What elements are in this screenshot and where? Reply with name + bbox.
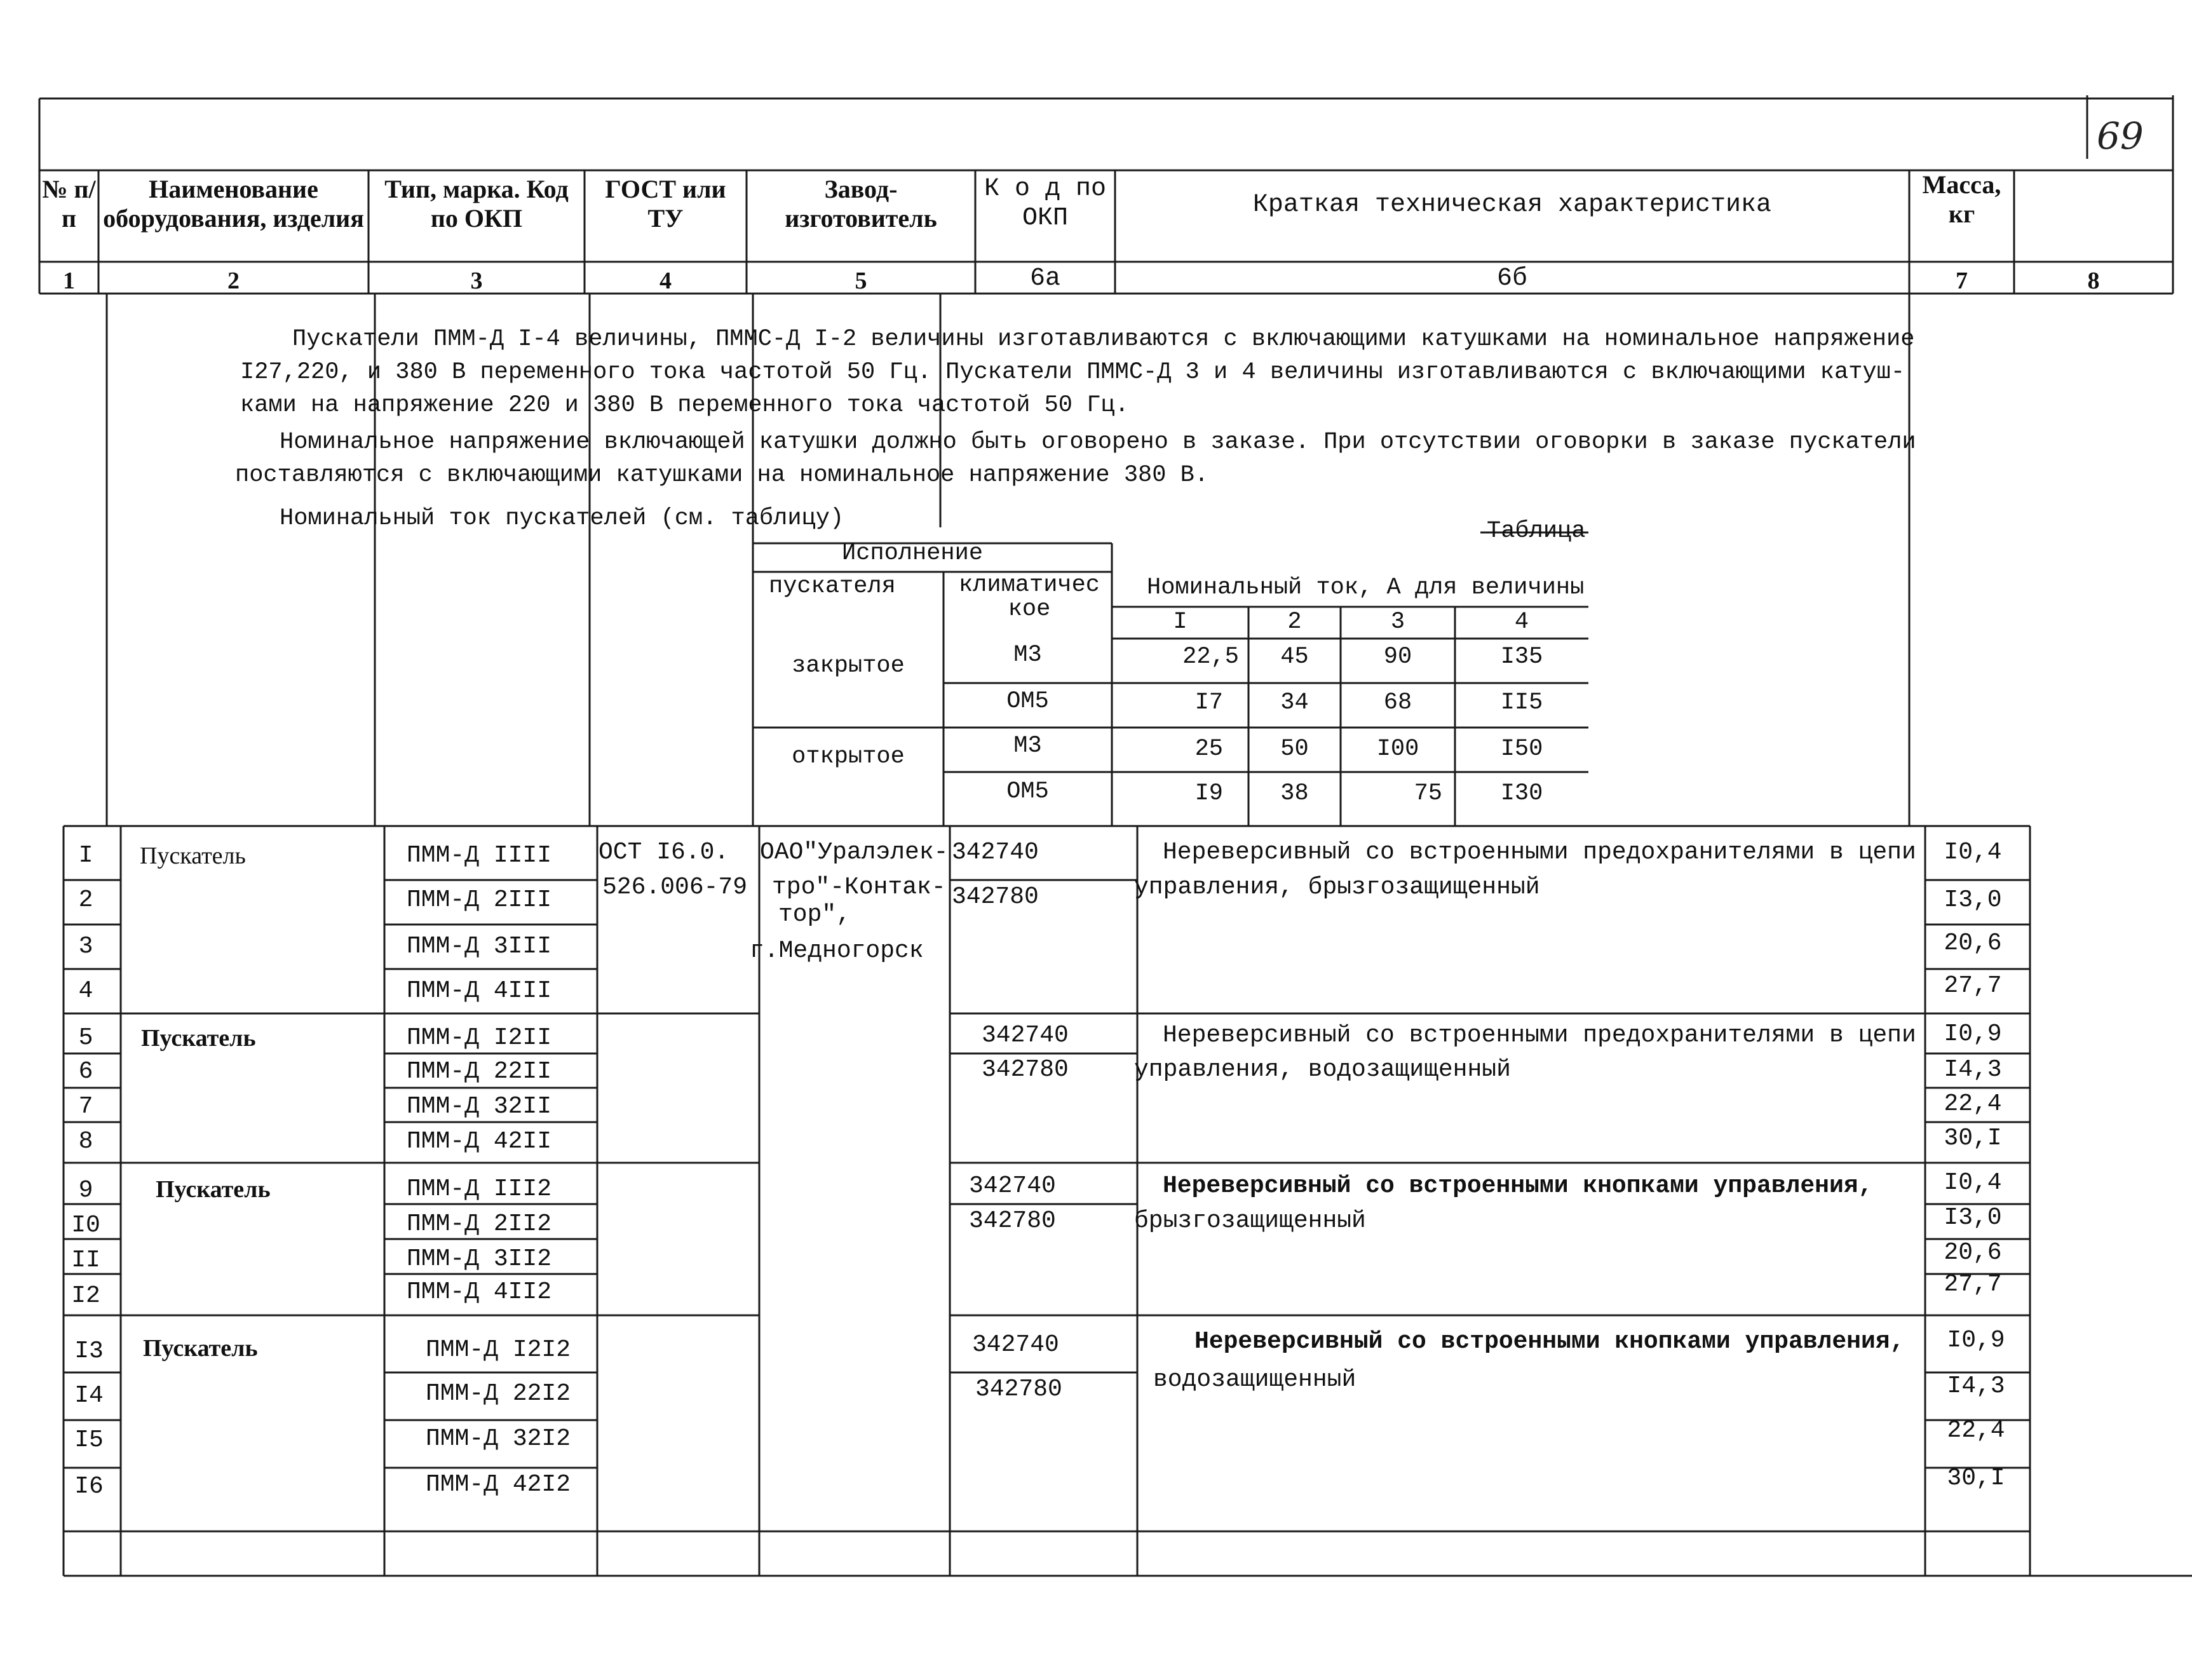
col-number-5: 5 xyxy=(855,268,867,294)
row-mass: I3,0 xyxy=(1944,1204,2002,1231)
row-number: I5 xyxy=(74,1426,104,1454)
intro-line-5: поставляются с включающими катушками на номинальное напряжение 380 В. xyxy=(235,462,1209,489)
inner-table-h-klimat: климатичес кое xyxy=(958,572,1100,623)
inner-table-size-2: 2 xyxy=(1287,609,1302,635)
col-number-1: 1 xyxy=(63,268,75,294)
inner-row-value: 50 xyxy=(1280,736,1309,762)
inner-row-value: 38 xyxy=(1280,780,1309,807)
col-number-6a: 6а xyxy=(1029,264,1060,293)
inner-row-klimat: М3 xyxy=(1013,642,1042,668)
okp-code: 342740 xyxy=(982,1022,1069,1049)
row-mass: 20,6 xyxy=(1944,1239,2002,1266)
inner-row-klimat: М3 xyxy=(1013,733,1042,759)
header-col-okp-code: К о д по ОКП xyxy=(984,175,1107,233)
row-number: 2 xyxy=(78,886,93,914)
row-mass: 30,I xyxy=(1947,1465,2005,1492)
intro-line-4: Номинальное напряжение включающей катушки должно быть оговорено в заказе. При отсутствии оговорки в заказе пускатели xyxy=(280,429,1916,456)
manufacturer-line-2: тро"-Контак- xyxy=(772,874,946,901)
col-number-4: 4 xyxy=(660,268,672,294)
inner-row-type: закрытое xyxy=(792,653,905,679)
okp-code: 342780 xyxy=(969,1207,1056,1235)
row-number: I2 xyxy=(71,1282,100,1310)
okp-code: 342780 xyxy=(975,1376,1062,1403)
row-number: I3 xyxy=(74,1338,104,1365)
equipment-name: Пускатель xyxy=(156,1176,271,1203)
row-number: 9 xyxy=(78,1177,93,1204)
okp-code: 342780 xyxy=(982,1056,1069,1083)
row-number: I xyxy=(78,842,93,869)
characteristic-line-1: Нереверсивный со встроенными кнопками управления, xyxy=(1194,1328,1905,1355)
row-mass: 20,6 xyxy=(1944,930,2002,957)
inner-row-klimat: ОМ5 xyxy=(1006,778,1049,805)
characteristic-line-2: управления, водозащищенный xyxy=(1134,1056,1511,1083)
row-mass: I4,3 xyxy=(1947,1372,2005,1400)
inner-row-value: I9 xyxy=(1194,780,1223,807)
inner-table-size-1: I xyxy=(1173,609,1187,635)
header-col-gost: ГОСТ или ТУ xyxy=(605,175,726,233)
intro-line-3: ками на напряжение 220 и 380 В переменного тока частотой 50 Гц. xyxy=(240,392,1129,419)
equipment-name: Пускатель xyxy=(141,1025,256,1052)
row-mass: I3,0 xyxy=(1944,886,2002,914)
characteristic-line-2: водозащищенный xyxy=(1153,1366,1356,1393)
inner-row-value: I35 xyxy=(1500,644,1543,670)
header-col-number: № п/п xyxy=(42,175,96,233)
inner-row-value: 75 xyxy=(1414,780,1442,807)
row-type: ПММ-Д 22I2 xyxy=(426,1380,571,1407)
row-number: I0 xyxy=(71,1212,100,1239)
inner-table-caption: Таблица xyxy=(1487,518,1586,545)
row-number: 7 xyxy=(78,1093,93,1120)
manufacturer-line-4: г.Медногорск xyxy=(750,937,924,965)
header-col-name: Наименование оборудования, изделия xyxy=(103,175,364,233)
row-number: I6 xyxy=(74,1473,104,1500)
characteristic-line-1: Нереверсивный со встроенными предохранителями в цепи xyxy=(1163,1022,1916,1049)
header-col-type: Тип, марка. Код по ОКП xyxy=(384,175,569,233)
gost-line-2: 526.006-79 xyxy=(602,874,748,901)
header-col-mass: Масса, кг xyxy=(1922,170,2001,228)
row-type: ПММ-Д III2 xyxy=(407,1175,552,1203)
equipment-name: Пускатель xyxy=(143,1335,258,1362)
row-type: ПММ-Д I2I2 xyxy=(426,1336,571,1364)
inner-row-value: 22,5 xyxy=(1182,644,1239,670)
inner-row-value: 25 xyxy=(1194,736,1223,762)
characteristic-line-1: Нереверсивный со встроенными предохранителями в цепи xyxy=(1163,839,1916,866)
inner-row-value: I7 xyxy=(1194,689,1223,716)
inner-row-value: 34 xyxy=(1280,689,1309,716)
row-type: ПММ-Д 4III xyxy=(407,977,552,1005)
col-number-7: 7 xyxy=(1956,268,1968,294)
intro-line-2: I27,220, и 380 В переменного тока частотой 50 Гц. Пускатели ПММС-Д 3 и 4 величины изготавливаются с включающими катуш- xyxy=(240,359,1905,386)
row-mass: 27,7 xyxy=(1944,1271,2002,1298)
row-type: ПММ-Д I2II xyxy=(407,1024,552,1052)
inner-table-size-4: 4 xyxy=(1514,609,1529,635)
intro-line-1: Пускатели ПММ-Д I-4 величины, ПММС-Д I-2 величины изготавливаются с включающими катушками на номинальное напряжение xyxy=(292,326,1915,353)
row-type: ПММ-Д 42II xyxy=(407,1128,552,1155)
manufacturer-line-3: тор", xyxy=(778,901,851,928)
col-number-3: 3 xyxy=(470,268,483,294)
row-mass: I4,3 xyxy=(1944,1056,2002,1083)
manufacturer-line-1: ОАО"Уралэлек- xyxy=(760,839,949,866)
inner-table-h-puskatelya: пускателя xyxy=(769,573,896,600)
row-number: 8 xyxy=(78,1128,93,1155)
inner-table-size-3: 3 xyxy=(1390,609,1405,635)
header-col-characteristic: Краткая техническая характеристика xyxy=(1252,191,1772,219)
row-type: ПММ-Д 3II2 xyxy=(407,1245,552,1273)
row-type: ПММ-Д 32II xyxy=(407,1093,552,1120)
row-number: 3 xyxy=(78,933,93,960)
row-type: ПММ-Д 22II xyxy=(407,1058,552,1085)
characteristic-line-1: Нереверсивный со встроенными кнопками управления, xyxy=(1163,1172,1873,1200)
row-mass: I0,9 xyxy=(1947,1327,2005,1354)
row-type: ПММ-Д 4II2 xyxy=(407,1278,552,1306)
inner-row-value: I30 xyxy=(1500,780,1543,807)
row-type: ПММ-Д 3III xyxy=(407,933,552,960)
row-mass: 22,4 xyxy=(1947,1417,2005,1444)
row-mass: I0,4 xyxy=(1944,1169,2002,1196)
inner-row-value: I00 xyxy=(1376,736,1419,762)
col-number-8: 8 xyxy=(2087,268,2100,294)
inner-row-value: II5 xyxy=(1500,689,1543,716)
characteristic-line-2: брызгозащищенный xyxy=(1134,1207,1366,1235)
inner-table-h-nom-tok: Номинальный ток, А для величины xyxy=(1147,574,1585,601)
inner-row-klimat: ОМ5 xyxy=(1006,688,1049,715)
page-number: 69 xyxy=(2097,114,2144,158)
row-type: ПММ-Д 2II2 xyxy=(407,1210,552,1238)
inner-row-value: I50 xyxy=(1500,736,1543,762)
gost-line-1: ОСТ I6.0. xyxy=(599,839,729,866)
row-number: 4 xyxy=(78,977,93,1005)
inner-table-h-ispolnenie: Исполнение xyxy=(842,540,984,567)
row-number: 5 xyxy=(78,1024,93,1052)
row-number: 6 xyxy=(78,1058,93,1085)
col-number-2: 2 xyxy=(227,268,240,294)
intro-line-6: Номинальный ток пускателей (см. таблицу) xyxy=(280,505,844,532)
row-mass: I0,9 xyxy=(1944,1020,2002,1048)
inner-row-type: открытое xyxy=(792,743,905,770)
row-number: II xyxy=(71,1247,100,1274)
header-col-manufacturer: Завод- изготовитель xyxy=(785,175,937,233)
row-mass: 27,7 xyxy=(1944,972,2002,999)
row-type: ПММ-Д 2III xyxy=(407,886,552,914)
okp-code: 342740 xyxy=(972,1331,1059,1358)
inner-row-value: 68 xyxy=(1383,689,1412,716)
row-type: ПММ-Д 42I2 xyxy=(426,1471,571,1498)
row-type: ПММ-Д IIII xyxy=(407,842,552,869)
okp-code: 342780 xyxy=(952,883,1039,911)
equipment-name: Пускатель xyxy=(140,843,246,869)
row-type: ПММ-Д 32I2 xyxy=(426,1425,571,1453)
row-mass: 30,I xyxy=(1944,1125,2002,1152)
row-mass: I0,4 xyxy=(1944,839,2002,866)
inner-row-value: 90 xyxy=(1383,644,1412,670)
row-mass: 22,4 xyxy=(1944,1090,2002,1118)
inner-row-value: 45 xyxy=(1280,644,1309,670)
okp-code: 342740 xyxy=(952,839,1039,866)
col-number-6b: 6б xyxy=(1496,264,1527,293)
row-number: I4 xyxy=(74,1382,104,1409)
okp-code: 342740 xyxy=(969,1172,1056,1200)
characteristic-line-2: управления, брызгозащищенный xyxy=(1134,874,1540,901)
